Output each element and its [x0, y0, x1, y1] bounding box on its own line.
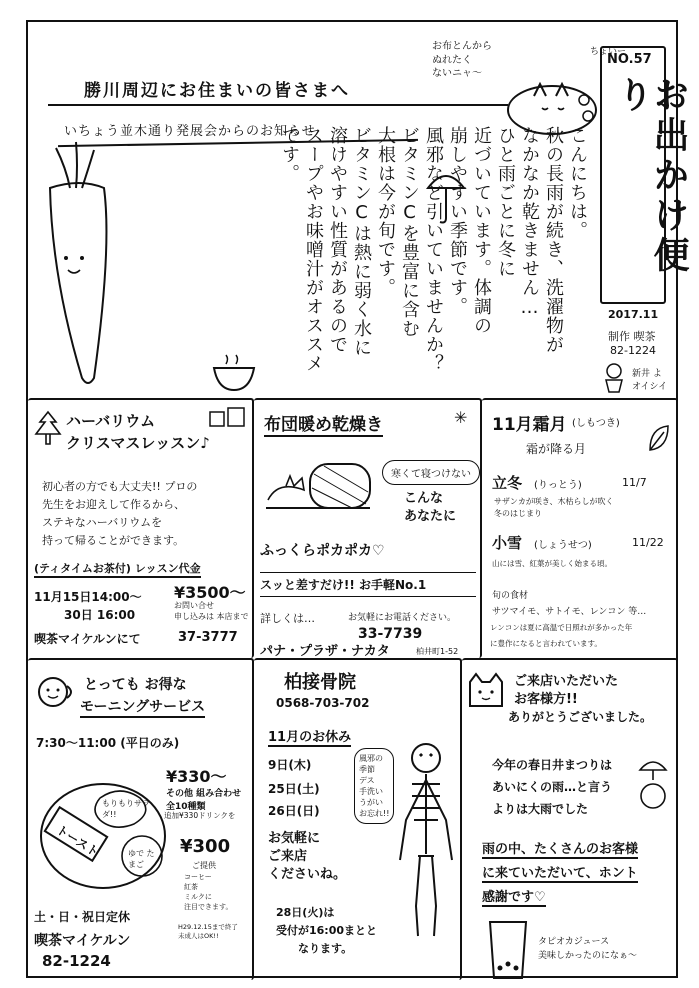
- salad-label: もりもりサラダ!!: [102, 799, 150, 819]
- herbarium-schedule-2: 30日 16:00: [64, 608, 136, 622]
- herbarium-inquiry: お問い合せ 申し込みは 本店まで: [174, 601, 249, 621]
- thanks-text-3: よりは大雨でした: [492, 802, 589, 816]
- clinic-tel: 0568-703-702: [276, 696, 370, 710]
- morning-hours: 7:30〜11:00 (平日のみ): [36, 736, 180, 750]
- term2-note: 山には雪、紅葉が美しく始まる頃。: [492, 559, 612, 568]
- producer-tel: 82-1224: [610, 344, 656, 357]
- herbarium-body-4: 持って帰ることができます。: [42, 534, 185, 547]
- clinic-invite: お気軽に ご来店 くださいね。: [268, 831, 347, 883]
- cat-speech: お布とんから ぬれたく ないニャ〜: [432, 41, 492, 79]
- intro-col: 溶けやすい性質があるので: [327, 126, 348, 354]
- intro-col: 大根は今が旬です。: [375, 126, 396, 297]
- greeting-line: 勝川周辺にお住まいの皆さまへ: [84, 81, 350, 101]
- newsletter-sheet: [26, 20, 689, 978]
- term2-name: 小雪: [492, 534, 523, 552]
- intro-col: ビタミンCを豊富に含む: [399, 126, 420, 338]
- futon-address: 柏井町1-52: [416, 647, 459, 656]
- morning-variety: その他 組み合わせ 全10種類: [166, 789, 242, 812]
- producer: 制作 喫茶: [608, 330, 656, 343]
- thanks-text-1: 今年の春日井まつりは: [492, 758, 613, 772]
- lotus-note-1: レンコンは夏に高温で日照れが多かった年: [490, 623, 633, 632]
- umbrella-face-icon: [638, 754, 668, 818]
- morning-price: ¥330〜: [166, 767, 227, 786]
- food-label: 旬の食材: [492, 591, 529, 601]
- umbrella-icon: [426, 166, 466, 230]
- calendar-subtitle: 霜が降る月: [526, 442, 587, 456]
- skeleton-note: 風邪の 季節 デス 手洗い うがい お忘れ!!: [354, 748, 394, 824]
- drink-items: コーヒー 紅茶 ミルクに 注目できます。: [184, 873, 233, 911]
- calendar-month-reading: (しもつき): [572, 418, 620, 429]
- intro-col: なかなか乾きません…: [519, 126, 540, 319]
- soup-bowl-icon: [212, 354, 256, 398]
- term1-note: サザンカが咲き、木枯らしが吹く 冬のはじまり: [494, 497, 614, 518]
- morning-panel: [28, 658, 254, 980]
- futon-star-icon: ✳: [454, 408, 468, 427]
- futon-phone-prompt: お気軽にお電話ください。: [348, 613, 457, 623]
- egg-label: ゆで たまご: [128, 849, 155, 869]
- term1-reading: (りっとう): [534, 480, 582, 491]
- herbarium-price: ¥3500〜: [174, 583, 246, 602]
- thanks-title-2: お客様方!!: [514, 692, 578, 707]
- futon-easy: スッと差すだけ!! お手軽No.1: [260, 572, 476, 597]
- intro-col: スープやお味噌汁がオススメ: [303, 126, 324, 373]
- term1-date: 11/7: [622, 476, 647, 489]
- clinic-day-3: 26日(日): [268, 804, 320, 818]
- futon-with-cat-icon: [264, 460, 374, 522]
- morning-title-1: とっても お得な: [84, 677, 187, 693]
- calendar-month-title: 11月霜月: [492, 415, 567, 435]
- thanks-panel: [462, 658, 678, 980]
- clinic-note-3: なります。: [298, 942, 353, 955]
- clinic-day-1: 9日(木): [268, 758, 312, 772]
- clinic-panel: [254, 658, 462, 980]
- intro-col: ひと雨ごとに冬に: [495, 126, 516, 278]
- futon-question: こんな あなたに: [404, 491, 457, 525]
- thanks-text-4: 雨の中、たくさんのお客様: [482, 838, 638, 859]
- gift-box-icon: [208, 406, 248, 434]
- thanks-text-2: あいにくの雨…と言う: [492, 780, 613, 794]
- intro-col: 風邪など引いていませんか？: [423, 126, 444, 373]
- intro-col: 秋の長雨が続き、洗濯物が: [543, 126, 564, 354]
- extra-note: H29.12.15まで終了 未成人はOK!!: [178, 923, 238, 940]
- term2-date: 11/22: [632, 536, 664, 549]
- leaf-icon: [646, 424, 670, 456]
- newsletter-title: お出かけ便り: [612, 76, 689, 276]
- thanks-text-6: 感謝です♡: [482, 886, 546, 907]
- morning-shop-name: 喫茶マイケルン: [34, 933, 131, 949]
- clinic-name: 柏接骨院: [284, 672, 356, 693]
- futon-cat-bubble: 寒くて寝つけない: [382, 460, 480, 485]
- flower-pot-icon: [600, 362, 628, 398]
- skeleton-icon: [394, 740, 458, 944]
- herbarium-title-2: クリスマスレッスン♪: [66, 434, 210, 452]
- greeting-underline: [48, 104, 508, 106]
- issue-date: 2017.11: [608, 308, 659, 321]
- futon-title: 布団暖め乾燥き: [264, 410, 383, 437]
- herbarium-panel: [28, 398, 254, 658]
- herbarium-body-3: ステキなハーバリウムを: [42, 516, 163, 529]
- term1-name: 立冬: [492, 474, 523, 492]
- calendar-panel: [482, 398, 678, 658]
- daikon-radish-icon: [36, 138, 116, 392]
- herbarium-title-1: ハーバリウム: [66, 412, 156, 430]
- intro-col: 近づいています。体調の: [471, 126, 492, 335]
- issue-number: NO.57: [607, 52, 652, 67]
- org-line: いちょう並木通り発展会からのお知らせ: [64, 124, 316, 139]
- herbarium-body-1: 初心者の方でも大丈夫!! プロの: [42, 480, 198, 493]
- title-box: [600, 46, 689, 304]
- morning-tel: 82-1224: [42, 952, 111, 970]
- thanks-title-3: ありがとうございました。: [508, 710, 653, 724]
- intro-col: ビタミンCは熱に弱く水に: [351, 126, 372, 357]
- morning-title-2: モーニングサービス: [80, 696, 205, 718]
- herbarium-schedule-1: 11月15日14:00〜: [34, 590, 142, 604]
- morning-price-2: ¥300: [180, 836, 231, 857]
- intro-col: です。: [279, 126, 300, 183]
- christmas-tree-icon: [34, 410, 62, 450]
- toast-label: トースト: [53, 822, 102, 860]
- drink-note: 追加¥330ドリンクを: [164, 811, 236, 820]
- coffee-cup-icon: [36, 674, 76, 714]
- clinic-note-2: 受付が16:00まとと: [276, 924, 378, 937]
- futon-tel: 33-7739: [358, 626, 423, 642]
- term2-reading: (しょうせつ): [534, 540, 592, 551]
- herbarium-fee-label: (ティタイムお茶付) レッスン代金: [34, 560, 201, 578]
- intro-col: こんにちは。: [567, 126, 588, 240]
- holiday-note: 土・日・祝日定休: [34, 910, 131, 924]
- thanks-text-5: に来ていただいて、ホント: [482, 862, 638, 883]
- futon-fluffy: ふっくらポカポカ♡: [260, 543, 385, 559]
- tapioca-drink-icon: [486, 918, 530, 984]
- foods: サツマイモ、サトイモ、レンコン 等…: [492, 607, 647, 617]
- herbarium-tel: 37-3777: [178, 630, 238, 645]
- herbarium-venue: 喫茶マイケルンにて: [34, 632, 141, 646]
- morning-provide: ご提供: [192, 861, 216, 870]
- thanks-bubble: タピオカジュース 美味しかったのになぁ〜: [538, 937, 638, 961]
- cat-small-text: ちょいー: [590, 47, 627, 57]
- clinic-note-1: 28日(火)は: [276, 906, 335, 919]
- shop-signature: 新井 よ オイシイ: [632, 369, 668, 392]
- cat-face-icon: [466, 672, 506, 712]
- clinic-holiday-title: 11月のお休み: [268, 726, 351, 747]
- thanks-title-1: ご来店いただいた: [514, 674, 619, 689]
- intro-col: 崩しやすい季節です。: [447, 126, 468, 316]
- clinic-day-2: 25日(土): [268, 782, 320, 796]
- futon-details: 詳しくは…: [260, 612, 315, 625]
- herbarium-body-2: 先生をお迎えして作るから、: [42, 498, 185, 511]
- lotus-note-2: に豊作になると言われています。: [490, 639, 602, 648]
- futon-panel: [254, 398, 482, 658]
- futon-shop-name: パナ・プラザ・ナカタ: [260, 644, 390, 659]
